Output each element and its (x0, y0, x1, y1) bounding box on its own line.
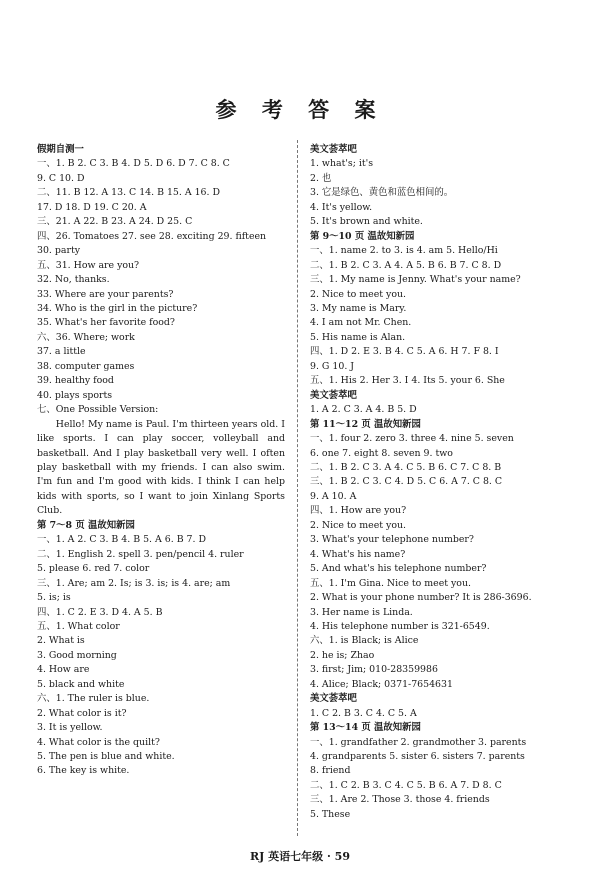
section-heading: 美文荟萃吧 (310, 693, 357, 705)
page-title: 参 考 答 案 (215, 97, 385, 122)
answer-line: 9. C 10. D (37, 172, 85, 184)
answer-line: 3. It is yellow. (37, 722, 103, 734)
answer-line: 3. first; Jim; 010-28359986 (310, 664, 438, 676)
answer-line: 1. C 2. B 3. C 4. C 5. A (310, 707, 417, 719)
left-answer-list (37, 143, 285, 418)
answer-line: 4. Alice; Black; 0371-7654631 (310, 678, 453, 690)
answer-line: 4. I am not Mr. Chen. (310, 317, 412, 329)
answer-line: 35. What's her favorite food? (37, 317, 175, 329)
answer-line: 四、26. Tomatoes 27. see 28. exciting 29. fifteen (37, 230, 267, 242)
answer-line: 3. Her name is Linda. (310, 606, 413, 618)
answer-line: 2. 也 (310, 172, 332, 184)
answer-line: 3. My name is Mary. (310, 302, 407, 314)
answer-line: 一、1. name 2. to 3. is 4. am 5. Hello/Hi (310, 245, 498, 257)
answer-line: 4. What color is the quilt? (37, 736, 160, 748)
section-heading: 第 13～14 页 温故知新园 (310, 722, 421, 734)
answer-line: 5. is; is (37, 592, 71, 604)
answer-line: 四、1. C 2. E 3. D 4. A 5. B (37, 606, 163, 618)
column-divider (297, 140, 298, 836)
answer-line: 一、1. grandfather 2. grandmother 3. parents (310, 736, 527, 748)
answer-line: 8. friend (310, 765, 351, 777)
answer-line: 9. A 10. A (310, 490, 357, 502)
answer-line: 5. The pen is blue and white. (37, 751, 175, 763)
answer-line: 五、1. I'm Gina. Nice to meet you. (310, 577, 471, 589)
answer-line: 六、1. The ruler is blue. (37, 693, 150, 705)
answer-line: 二、11. B 12. A 13. C 14. B 15. A 16. D (37, 187, 220, 199)
answer-line: 五、1. What color (37, 620, 120, 632)
answer-line: 四、1. D 2. E 3. B 4. C 5. A 6. H 7. F 8. I (310, 346, 499, 358)
writing-sample: Hello! My name is Paul. I'm thirteen years old. I like sports. I can play soccer, volleyball and basketball. And I play basketball very well. I often play basketball with my friends. I can also swim. I'm fun and I'm good with kids. I think I can help kids with sports, so I want to join Xinlang Sports Club. (37, 418, 285, 517)
answer-line: 1. what's; it's (310, 158, 374, 170)
left-answer-list-2 (37, 519, 285, 779)
section-heading: 第 9～10 页 温故知新园 (310, 230, 415, 242)
answer-line: 2. What is (37, 635, 85, 647)
right-answer-list (310, 143, 566, 822)
answer-line: 三、1. Are; am 2. Is; is 3. is; is 4. are; am (37, 577, 231, 589)
answer-line: 5. black and white (37, 678, 125, 690)
answer-line: 三、21. A 22. B 23. A 24. D 25. C (37, 216, 193, 228)
answer-line: 30. party (37, 245, 81, 257)
answer-line: 2. he is; Zhao (310, 649, 375, 661)
answer-line: 38. computer games (37, 360, 135, 372)
answer-line: 一、1. four 2. zero 3. three 4. nine 5. seven (310, 433, 514, 445)
answer-line: 一、1. B 2. C 3. B 4. D 5. D 6. D 7. C 8. C (37, 158, 230, 170)
answer-line: 一、1. A 2. C 3. B 4. B 5. A 6. B 7. D (37, 534, 207, 546)
answer-line: 5. His name is Alan. (310, 331, 406, 343)
answer-line: 5. These (310, 808, 351, 820)
answer-line: 17. D 18. D 19. C 20. A (37, 201, 147, 213)
answer-line: 40. plays sports (37, 389, 113, 401)
answer-line: 4. How are (37, 664, 90, 676)
answer-line: 1. A 2. C 3. A 4. B 5. D (310, 404, 417, 416)
answer-line: 6. one 7. eight 8. seven 9. two (310, 447, 453, 459)
answer-line: 三、1. My name is Jenny. What's your name? (310, 274, 521, 286)
answer-line: 三、1. Are 2. Those 3. those 4. friends (310, 794, 490, 806)
answer-line: 2. What is your phone number? It is 286-3696. (310, 592, 532, 604)
answer-line: 9. G 10. J (310, 360, 355, 372)
answer-line: 37. a little (37, 346, 86, 358)
answer-line: 5. It's brown and white. (310, 216, 423, 228)
answer-line: 二、1. B 2. C 3. A 4. A 5. B 6. B 7. C 8. D (310, 259, 502, 271)
answer-line: 33. Where are your parents? (37, 288, 174, 300)
left-column (37, 143, 285, 779)
answer-line: 2. What color is it? (37, 707, 127, 719)
answer-line: 四、1. How are you? (310, 505, 407, 517)
right-column (310, 143, 566, 822)
answer-line: 2. Nice to meet you. (310, 288, 406, 300)
answer-line: 5. please 6. red 7. color (37, 563, 150, 575)
answer-line: 五、31. How are you? (37, 259, 140, 271)
answer-line: 二、1. C 2. B 3. C 4. C 5. B 6. A 7. D 8. C (310, 779, 502, 791)
answer-line: 39. healthy food (37, 375, 114, 387)
answer-line: 4. His telephone number is 321-6549. (310, 620, 490, 632)
answer-line: 三、1. B 2. C 3. C 4. D 5. C 6. A 7. C 8. C (310, 476, 503, 488)
section-heading: 第 7～8 页 温故知新园 (37, 519, 135, 531)
answer-line: 5. And what's his telephone number? (310, 563, 487, 575)
section-heading: 美文荟萃吧 (310, 144, 357, 155)
answer-line: 4. grandparents 5. sister 6. sisters 7. parents (310, 751, 525, 763)
answer-line: 六、1. is Black; is Alice (310, 635, 419, 647)
answer-line: 二、1. B 2. C 3. A 4. C 5. B 6. C 7. C 8. B (310, 461, 502, 473)
answer-line: 二、1. English 2. spell 3. pen/pencil 4. ruler (37, 548, 244, 560)
answer-line: 六、36. Where; work (37, 331, 135, 343)
section-heading: 第 11～12 页 温故知新园 (310, 418, 421, 430)
page-footer: RJ 英语七年级 · 59 (250, 850, 350, 863)
answer-line: 4. What's his name? (310, 548, 406, 560)
answer-line: 3. What's your telephone number? (310, 534, 474, 546)
answer-line: 32. No, thanks. (37, 274, 110, 286)
answer-line: 3. 它是绿色、黄色和蓝色相间的。 (310, 187, 454, 199)
answer-line: 五、1. His 2. Her 3. I 4. Its 5. your 6. She (310, 375, 505, 387)
answer-line: 2. Nice to meet you. (310, 519, 406, 531)
section-heading: 假期自测一 (37, 144, 84, 155)
answer-line: 34. Who is the girl in the picture? (37, 302, 198, 314)
answer-line: 4. It's yellow. (310, 201, 373, 213)
answer-line: 6. The key is white. (37, 765, 130, 777)
answer-line: 七、One Possible Version: (37, 404, 159, 416)
answer-line: 3. Good morning (37, 649, 117, 661)
section-heading: 美文荟萃吧 (310, 389, 357, 401)
